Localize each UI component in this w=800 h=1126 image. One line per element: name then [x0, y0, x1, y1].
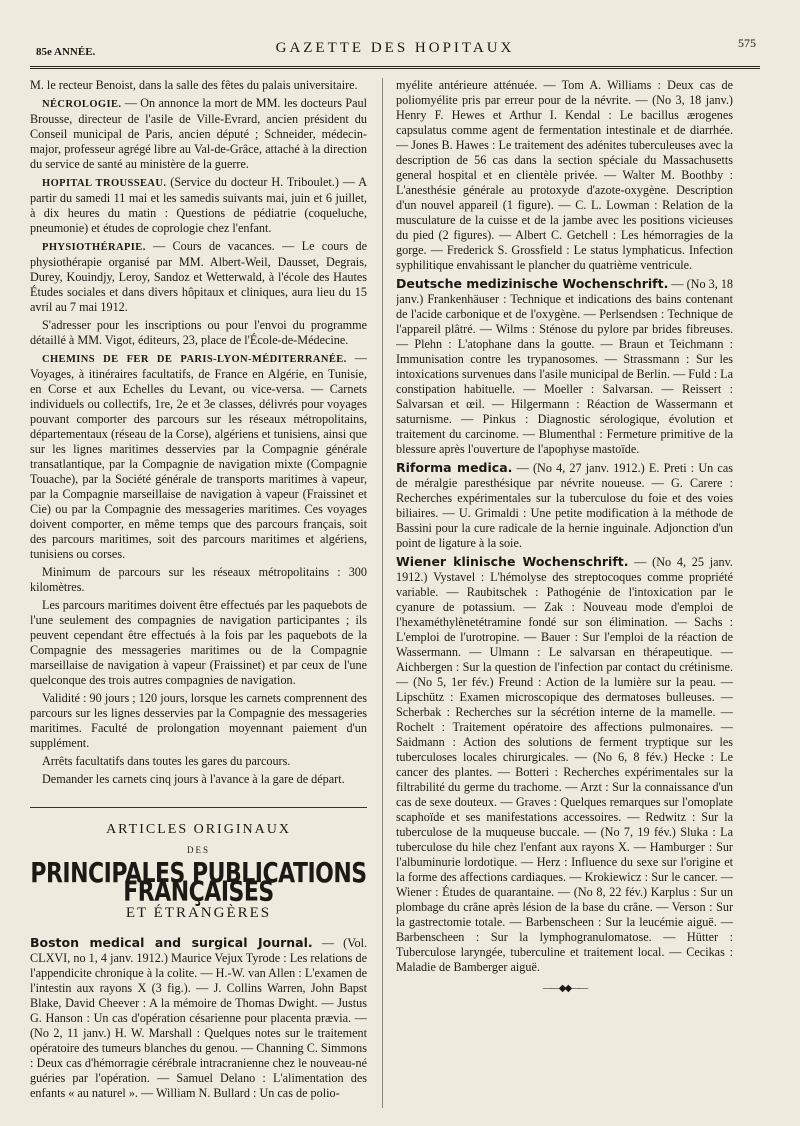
- necrologie-heading: NÉCROLOGIE.: [42, 99, 122, 110]
- trousseau-heading: HOPITAL TROUSSEAU.: [42, 178, 167, 189]
- boston-journal-title: Boston medical and surgical Journal.: [30, 935, 313, 950]
- boston-paragraph: [30, 935, 367, 1101]
- physiotherapie-paragraph: [30, 239, 367, 315]
- page-header: [30, 32, 760, 69]
- boston-text: — (Vol. CLXVI, no 1, 4 janv. 1912.) Maurice Vejux Tyrode : Les relations de l'appendicite chronique à la colite. — H.-W. van Allen : L'examen de l'intestin aux rayons X (3 fig.). — J. Collins Warren, John Bapst Blake, David Cheever : A la mémoire de Thomas Dwight. — Justus G. Hanson : Un cas d'opération césarienne pour placenta prævia. — (No 2, 11 janv.) H. W. Marshall : Quelques notes sur le traitement opératoire des tumeurs blanches du genou. — Channing C. Simmons : Deux cas d'hémorragie cérébrale intracranienne chez le nouveau-né guéries par l'opération. — Samuel Delano : L'alimentation des enfants « au naturel ». — William N. Bullard : Un cas de polio-: [30, 936, 367, 1100]
- plm-parcours: Les parcours maritimes doivent être effectués par les paquebots de l'une seulement des compagnies de navigation participantes ; ils peuvent cependant être effectués à la fois par les paquebots de la Compagnie des messageries maritimes ou de la Compagnie marseillaise de navigation à vapeur (Fraissinet) et par ceux de l'une quelconque des trois autres compagnies de navigation.: [30, 598, 367, 687]
- plm-arrets: Arrêts facultatifs dans toutes les gares du parcours.: [42, 754, 291, 768]
- left-column: [30, 78, 367, 1118]
- end-ornament: ——◆◆——: [542, 983, 587, 994]
- column-divider: [382, 78, 383, 1108]
- articles-main-title: PRINCIPALES PUBLICATIONS FRANÇAISES: [30, 858, 367, 908]
- necrologie-paragraph: [30, 96, 367, 172]
- riforma-journal-title: Riforma medica.: [396, 460, 513, 475]
- articles-heading: ARTICLES ORIGINAUX: [106, 822, 291, 837]
- right-column: [396, 78, 733, 1118]
- necrologie-text: — On annonce la mort de MM. les docteurs Paul Brousse, directeur de l'asile de Ville-Evrard, ancien président du Conseil municipal de Paris, ancien député ; Schneider, médecin-major, professeur agrégé libre au Val-de-Grâce, attaché à la direction du service de santé au ministère de la guerre.: [30, 96, 367, 171]
- wkw-paragraph: [396, 554, 733, 975]
- articles-subtitle: ET ÉTRANGÈRES: [125, 905, 272, 921]
- articles-originaux-block: [30, 807, 367, 921]
- dmw-text: — (No 3, 18 janv.) Frankenhäuser : Technique et indications des bains contenant de l'acide carbonique et de l'oxygène. — Perlsendsen : Technique de l'appareil plâtré. — Wilms : Sténose du pylore par brides fibreuses. — Plehn : L'atophane dans la goutte. — Braun et Teichmann : Immunisation contre les trypanosomes. — Strassmann : Sur les intoxications survenues dans l'asile municipal de Berlin. — Fuld : La constipation habituelle. — Moeller : Salvarsan. — Reissert : Salvarsan et œil. — Hilgermann : Réaction de Wassermann et saturnisme. — Pinkus : Diagnostic sérologique, évolution et traitement du carcinome. — Blumenthal : Fermeture primitive de la blessure après l'ouverture de l'apophyse mastoïde.: [396, 277, 733, 456]
- wkw-text: — (No 4, 25 janv. 1912.) Vystavel : L'hémolyse des streptocoques comme propriété variable. — Raubitschek : Pathogénie de l'intoxication par le cyanure de potassium. — Zak : Nouveau mode d'emploi de l'hexaméthylènetétramine fondé sur son élimination. — Sachs : L'emploi de l'urotropine. — Bauer : Sur l'emploi de la réaction de Wassermann. — Ulmann : Le salvarsan en thérapeutique. — Aichbergen : Sur la question de l'infection par contact du crétinisme. — (No 5, 1er fév.) Freund : Action de la lumière sur la peau. — Lipschütz : Examen microscopique des dermatoses bulleuses. — Scherbak : Recherches sur la sécrétion interne de la mamelle. — Rochelt : Traitement opératoire des affections pulmonaires. — Saidmann : Action des solutions de ferment tryptique sur les tuberculoses locales chirurgicales. — (No 6, 8 fév.) Hecke : Le cancer des plantes. — Botteri : Recherches expérimentales sur la filtrabilité du germe du trachome. — Arzt : Sur la connaissance d'un cas de sexe douteux. — Graves : Quelques remarques sur l'omoplate scaphoïde et ses manifestations accessoires. — Redwitz : Sur la tuberculose de la muqueuse buccale. — (No 7, 19 fév.) Sluka : La tuberculose du hile chez l'enfant aux rayons X. — Hamburger : Sur l'albuminurie lordotique. — Herz : Influence du sexe sur l'origine et la forme des affections cardiaques. — Krokiewicz : Sur le cancer. — Wiener : Études de quarantaine. — (No 8, 22 fév.) Karplus : Sur un plombage du crâne après lésion de la base du crâne. — Verson : Sur la gastrectomie totale. — Barbenscheen : Sur la leucémie aiguë. — Barbenscheen : Sur la lymphogranulomatose. — Hütter : Tuberculose laryngée, tuberculine et traitement local. — Cecikas : Maladie de Bamberger aiguë.: [396, 555, 733, 974]
- plm-demander: Demander les carnets cinq jours à l'avance à la gare de départ.: [42, 772, 345, 786]
- physiotherapie-address: S'adresser pour les inscriptions ou pour l'envoi du programme détaillé à MM. Vigot, éditeurs, 23, place de l'École-de-Médecine.: [30, 318, 367, 347]
- riforma-text: — (No 4, 27 janv. 1912.) E. Preti : Un cas de méralgie paresthésique par névrite noueuse. — G. Carere : Recherches expérimentales sur la tuberculose du foie et des voies biliaires. — U. Grimaldi : Une petite modification à la méthode de Bassini pour la cure radicale de la hernie inguinale. Adjonction d'un point de ligature à la soie.: [396, 461, 733, 550]
- paragraph-recteur: M. le recteur Benoist, dans la salle des fêtes du palais universitaire.: [30, 78, 358, 92]
- dmw-journal-title: Deutsche medizinische Wochenschrift.: [396, 276, 669, 291]
- trousseau-text: (Service du docteur H. Triboulet.) — A partir du samedi 11 mai et les samedis suivants mai, juin et 6 juillet, à dix heures du matin : Questions de pédiatrie (coqueluche, pneumonie) et études de coprologie chez l'enfant.: [30, 175, 367, 235]
- dmw-paragraph: [396, 276, 733, 457]
- page-number: 575: [738, 36, 756, 50]
- articles-des: DES: [186, 845, 210, 855]
- plm-validite: Validité : 90 jours ; 120 jours, lorsque les carnets comprennent des parcours sur les lignes desservies par la Compagnie des messageries maritimes. Faculté de prolongation moyennant paiement d'un supplément.: [30, 691, 367, 750]
- physiotherapie-heading: PHYSIOTHÉRAPIE.: [42, 242, 146, 253]
- page-title: GAZETTE DES HOPITAUX: [275, 40, 515, 56]
- physiotherapie-text: — Cours de vacances. — Le cours de physiothérapie organisé par MM. Albert-Weil, Dausset, Degrais, Durey, Kouindjy, Leroy, Sandoz et Wetterwald, à l'école des Hautes Études sociales et dans divers hôpitaux et cliniques, aura lieu du 15 avril au 7 mai 1912.: [30, 239, 367, 314]
- plm-minimum: Minimum de parcours sur les réseaux métropolitains : 300 kilomètres.: [30, 565, 367, 594]
- plm-heading: CHEMINS DE FER DE PARIS-LYON-MÉDITERRANÉE.: [42, 354, 347, 365]
- plm-paragraph: [30, 351, 367, 562]
- riforma-paragraph: [396, 460, 733, 551]
- volume-year: 85e ANNÉE.: [36, 46, 96, 58]
- plm-text: — Voyages, à itinéraires facultatifs, de France en Algérie, en Tunisie, en Corse et aux Echelles du Levant, ou vice-versa. — Carnets individuels ou collectifs, 1re, 2e et 3e classes, délivrés pour voyages pouvant comporter des parcours sur les réseaux métropolitains, départementaux (réseau de la Corse), algériens et tunisiens, ainsi que sur les lignes maritimes desservies par la Compagnie générale transatlantique, par la Compagnie de navigation mixte (Compagnie Touache), par la Société générale de transports maritimes à vapeur, par la Compagnie marseillaise de navigation à vapeur (Fraissinet et Cie) ou par la Compagnie des messageries maritimes. Ces voyages doivent comporter, en même temps que des parcours français, soit des parcours maritimes, soit des parcours maritimes et algériens, tunisiens ou corses.: [30, 351, 367, 561]
- trousseau-paragraph: [30, 175, 367, 236]
- wkw-journal-title: Wiener klinische Wochenschrift.: [396, 554, 629, 569]
- boston-continued: myélite antérieure atténuée. — Tom A. Williams : Deux cas de poliomyélite pris par erreur pour de la névrite. — (No 3, 18 janv.) Henry F. Hewes et Arthur I. Kendal : Le bacillus ærogenes capsulatus comme agent de fermentation intestinale et de diarrhée. — Jones B. Hawes : Le traitement des adénites tuberculeuses avec la description de 56 cas dans la section spéciale du Massachusetts general hospital et en clientèle privée. — Walter M. Boothby : L'anesthésie générale au protoxyde d'azote-oxygène. Description d'un nouvel appareil (1 figure). — C. L. Lowman : Relation de la musculature de la cuisse et de la jambe avec les positions vicieuses du pied (2 figures). — Albert C. Getchell : Les hémorragies de la gorge. — Frederick S. Grossfield : Le status lymphaticus. Infection syphilitique envahissant le plancher du quatrième ventricule.: [396, 78, 733, 272]
